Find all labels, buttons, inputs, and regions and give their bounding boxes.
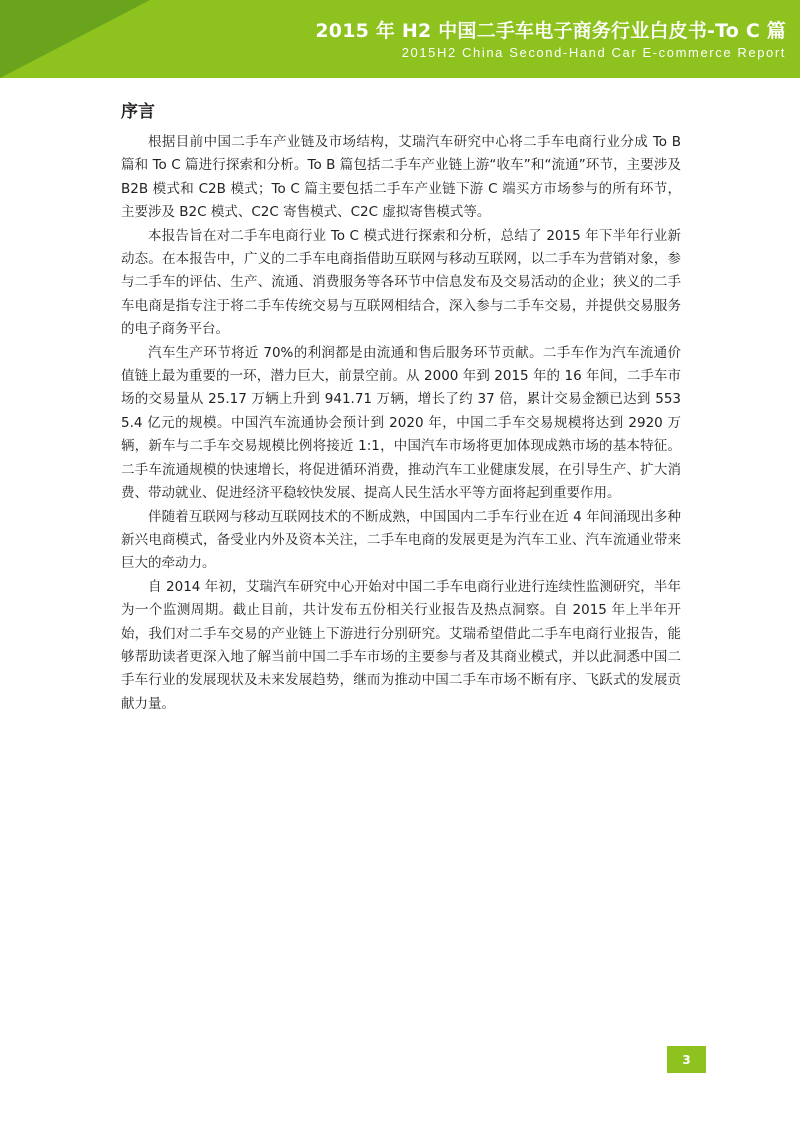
paragraph-1: 根据目前中国二手车产业链及市场结构，艾瑞汽车研究中心将二手车电商行业分成 To B 篇和 To C 篇进行探索和分析。To B 篇包括二手车产业链上游“收车”和“流通”环节，主要涉及 B2B 模式和 C2B 模式；To C 篇主要包括二手车产业链下游 C 端买方市场参与的所有环节，主要涉及 B2C 模式、C2C 寄售模式、C2C 虚拟寄售模式等。 [121,134,681,221]
paragraph-3: 汽车生产环节将近 70%的利润都是由流通和售后服务环节贡献。二手车作为汽车流通价值链上最为重要的一环，潜力巨大，前景空前。从 2000 年到 2015 年的 16 年间，二手车市场的交易量从 25.17 万辆上升到 941.71 万辆，增长了约 37 倍，累计交易金额已达到 5535.4 亿元的规模。中国汽车流通协会预计到 2020 年，中国二手车交易规模将达到 2920 万辆，新车与二手车交易规模比例将接近 1:1，中国汽车市场将更加体现成熟市场的基本特征。二手车流通规模的快速增长，将促进循环消费，推动汽车工业健康发展，在引导生产、扩大消费、带动就业、促进经济平稳较快发展、提高人民生活水平等方面将起到重要作用。 [121,344,681,502]
paragraph-5: 自 2014 年初，艾瑞汽车研究中心开始对中国二手车电商行业进行连续性监测研究，半年为一个监测周期。截止目前，共计发布五份相关行业报告及热点洞察。自 2015 年上半年开始，我们对二手车交易的产业链上下游进行分别研究。艾瑞希望借此二手车电商行业报告，能够帮助读者更深入地了解当前中国二手车市场的主要参与者及其商业模式，并以此洞悉中国二手车行业的发展现状及未来发展趋势，继而为推动中国二手车市场不断有序、飞跃式的发展贡献力量。 [121,578,681,712]
page-header [0,0,800,78]
paragraph-2: 本报告旨在对二手车电商行业 To C 模式进行探索和分析，总结了 2015 年下半年行业新动态。在本报告中，广义的二手车电商指借助互联网与移动互联网，以二手车为营销对象，参与二手车的评估、生产、流通、消费服务等各环节中信息发布及交易活动的企业；狭义的二手车电商是指专注于将二手车传统交易与互联网相结合，深入参与二手车交易，并提供交易服务的电子商务平台。 [121,227,681,338]
section-title: 序言 [121,102,155,122]
report-title: 2015 年 H2 中国二手车电子商务行业白皮书-To C 篇 [315,20,786,42]
page-number-badge: 3 [667,1046,706,1073]
report-subtitle: 2015H2 China Second-Hand Car E-commerce Report [401,45,786,60]
header-corner-accent [0,0,150,78]
main-content [121,100,681,716]
paragraph-4: 伴随着互联网与移动互联网技术的不断成熟，中国国内二手车行业在近 4 年间涌现出多种新兴电商模式，备受业内外及资本关注，二手车电商的发展更是为汽车工业、汽车流通业带来巨大的牵动力。 [121,508,681,572]
